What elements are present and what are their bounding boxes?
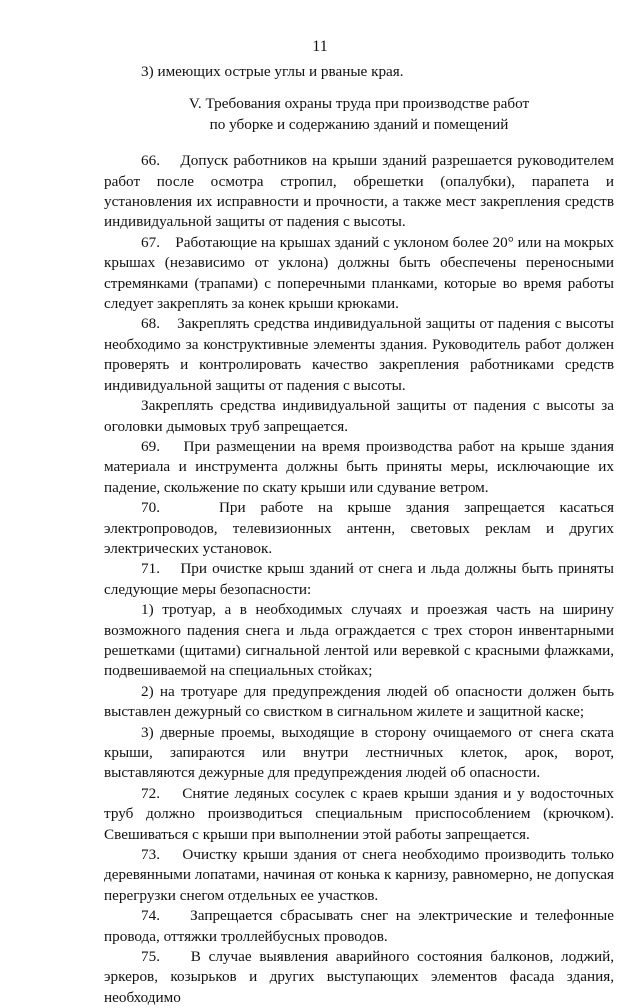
paragraph-66: 66. Допуск работников на крыши зданий разрешается руководителем работ после осмотра стропил, обрешетки (опалубки), парапета и установления их исправности и прочности, а также мест закрепления средств индивидуальной защиты от падения с высоты. <box>104 152 614 231</box>
paragraph-67: 67. Работающие на крышах зданий с уклоном более 20° или на мокрых крышах (независимо от уклона) должны быть обеспечены переносными стремянками (трапами) с поперечными планками, которые во время работы следует закреплять за конек крыши крюками. <box>104 233 614 313</box>
section-title-line-2: по уборке и содержанию зданий и помещений <box>209 115 509 133</box>
intro-list-item: 3) имеющих острые углы и рваные края. <box>141 63 404 80</box>
paragraph-73: 73. Очистку крыши здания от снега необходимо производить только деревянными лопатами, начиная от конька к карнизу, равномерно, не допуская перегрузки снегом отдельных ее участков. <box>104 846 614 904</box>
paragraph-71-item-1: 1) тротуар, а в необходимых случаях и проезжая часть на ширину возможного падения снега и льда ограждается с трех сторон инвентарными решетками (щитами) сигнальной лентой или веревкой с красными флажками, подвешиваемой на специальных стойках; <box>104 601 614 680</box>
document-body <box>104 62 614 1008</box>
paragraph-70: 70. При работе на крыше здания запрещается касаться электропроводов, телевизионных антенн, световых реклам и других электрических установок. <box>104 499 614 557</box>
paragraph-68-continued: Закреплять средства индивидуальной защиты от падения с высоты за оголовки дымовых труб запрещается. <box>104 397 614 435</box>
paragraph-71: 71. При очистке крыш зданий от снега и льда должны быть приняты следующие меры безопасности: <box>104 560 614 598</box>
paragraph-72: 72. Снятие ледяных сосулек с краев крыши здания и у водосточных труб должно производиться специальным приспособлением (крючком). Свешиваться с крыши при выполнении этой работы запрещается. <box>104 784 614 843</box>
paragraph-71-item-3: 3) дверные проемы, выходящие в сторону очищаемого от снега ската крыши, запираются или внутри лестничных клеток, арок, ворот, выставляются дежурные для предупреждения людей об опасности. <box>104 723 614 782</box>
paragraph-68: 68. Закреплять средства индивидуальной защиты от падения с высоты необходимо за конструктивные элементы здания. Руководитель работ должен проверять и контролировать качество закрепления работниками средств индивидуальной защиты от падения с высоты. <box>104 315 614 394</box>
section-title-line-1: V. Требования охраны труда при производстве работ <box>188 95 530 113</box>
paragraph-74: 74. Запрещается сбрасывать снег на электрические и телефонные провода, оттяжки троллейбусных проводов. <box>104 907 614 945</box>
section-title <box>104 94 614 135</box>
paragraph-75: 75. В случае выявления аварийного состояния балконов, лоджий, эркеров, козырьков и других выступающих элементов фасада здания, необходимо <box>104 948 614 1006</box>
paragraph-71-item-2: 2) на тротуаре для предупреждения людей об опасности должен быть выставлен дежурный со свистком в сигнальном жилете и защитной каске; <box>104 682 614 721</box>
page-number: 11 <box>312 38 328 55</box>
paragraph-69: 69. При размещении на время производства работ на крыше здания материала и инструмента должны быть приняты меры, исключающие их падение, скольжение по скату крыши или сдувание ветром. <box>104 437 614 496</box>
